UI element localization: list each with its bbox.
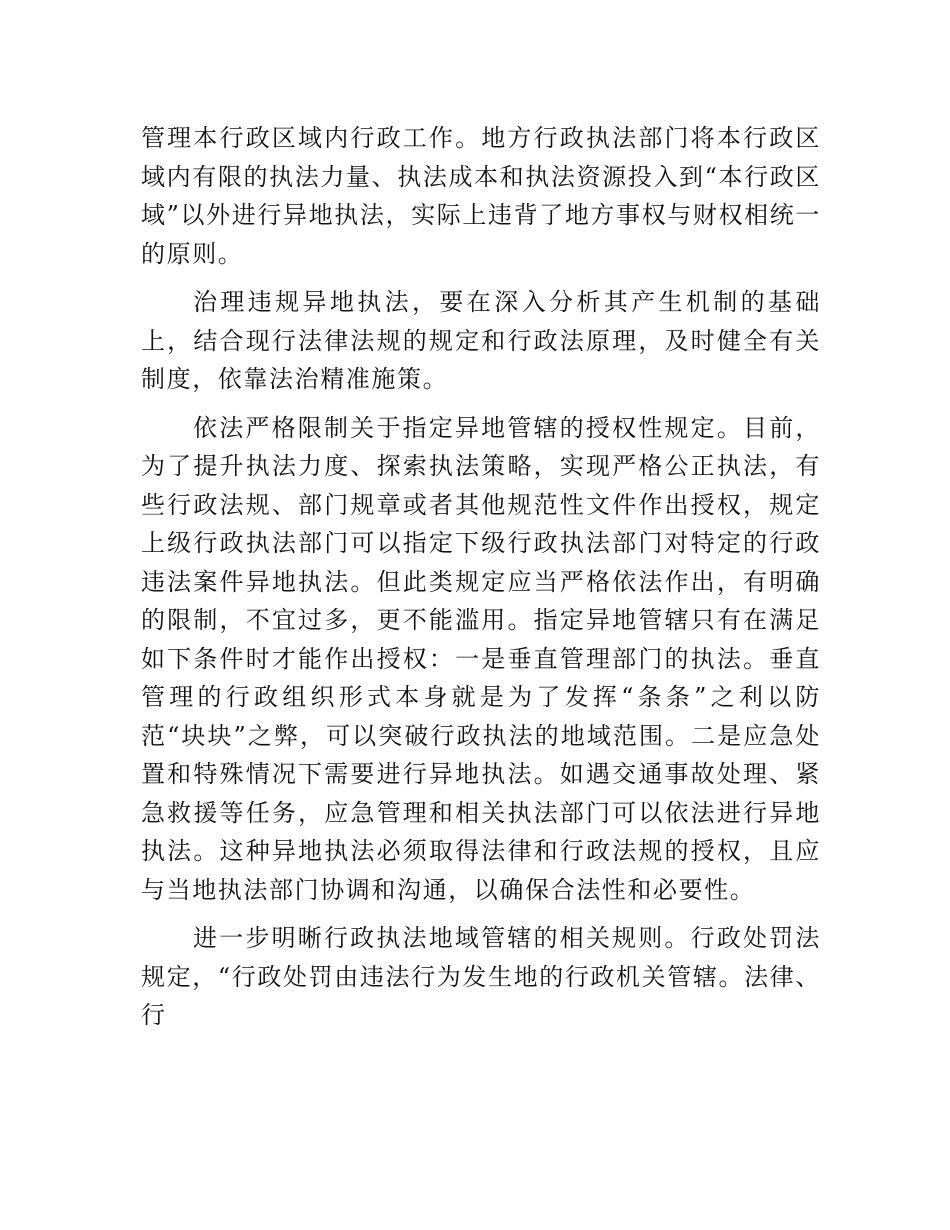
paragraph-4: 进一步明晰行政执法地域管辖的相关规则。行政处罚法规定，“行政处罚由违法行为发生地的行政机关管辖。法律、行 <box>141 924 821 1029</box>
document-page <box>141 119 821 1035</box>
paragraph-3: 依法严格限制关于指定异地管辖的授权性规定。目前，为了提升执法力度、探索执法策略，实现严格公正执法，有些行政法规、部门规章或者其他规范性文件作出授权，规定上级行政执法部门可以指定下级行政执法部门对特定的行政违法案件异地执法。但此类规定应当严格依法作出，有明确的限制，不宜过多，更不能滥用。指定异地管辖只有在满足如下条件时才能作出授权：一是垂直管理部门的执法。垂直管理的行政组织形式本身就是为了发挥“条条”之利以防范“块块”之弊，可以突破行政执法的地域范围。二是应急处置和特殊情况下需要进行异地执法。如遇交通事故处理、紧急救援等任务，应急管理和相关执法部门可以依法进行异地执法。这种异地执法必须取得法律和行政法规的授权，且应与当地执法部门协调和沟通，以确保合法性和必要性。 <box>141 413 821 904</box>
paragraph-1: 管理本行政区域内行政工作。地方行政执法部门将本行政区域内有限的执法力量、执法成本和执法资源投入到“本行政区域”以外进行异地执法，实际上违背了地方事权与财权相统一的原则。 <box>141 124 821 268</box>
paragraph-2: 治理违规异地执法，要在深入分析其产生机制的基础上，结合现行法律法规的规定和行政法原理，及时健全有关制度，依靠法治精准施策。 <box>141 288 821 393</box>
